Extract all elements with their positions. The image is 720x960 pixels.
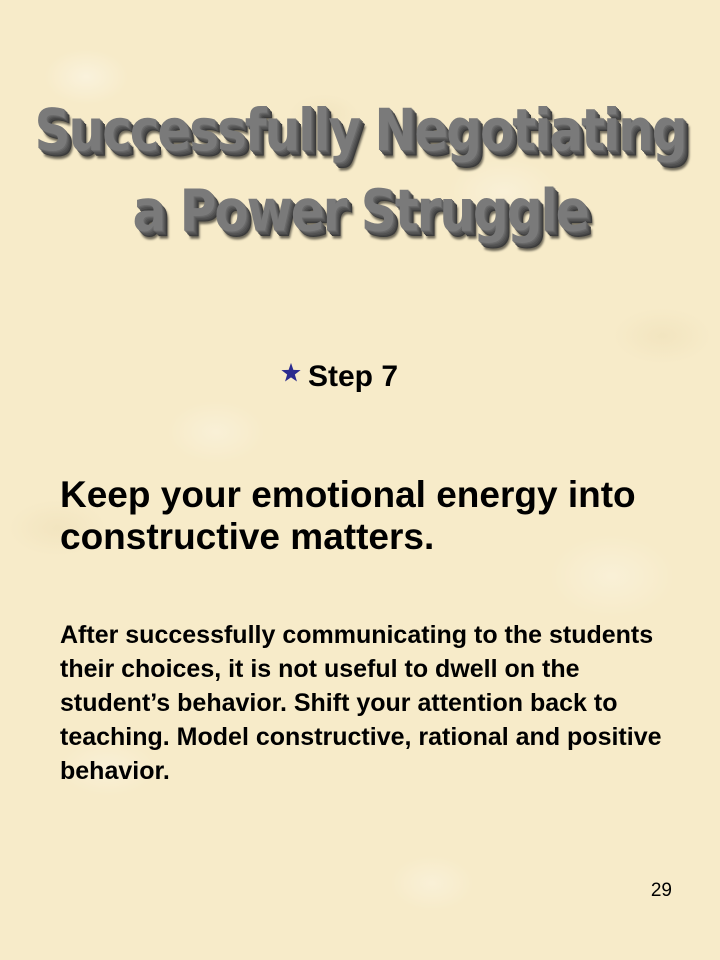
slide-title — [0, 90, 720, 251]
slide-title-line-2: a Power Struggle — [132, 177, 588, 245]
body-paragraph: After successfully communicating to the students their choices, it is not useful to dwell on the student’s behavior. Shift your attention back to teaching. Model constructive, rational and positive behavior. — [60, 621, 662, 785]
headline: Keep your emotional energy into constructive matters. — [60, 474, 636, 557]
step-label: Step 7 — [308, 360, 399, 393]
page-number: 29 — [650, 880, 672, 901]
star-icon — [280, 362, 302, 384]
slide-title-line-1: Successfully Negotiating — [34, 96, 686, 164]
step-heading — [280, 360, 398, 394]
